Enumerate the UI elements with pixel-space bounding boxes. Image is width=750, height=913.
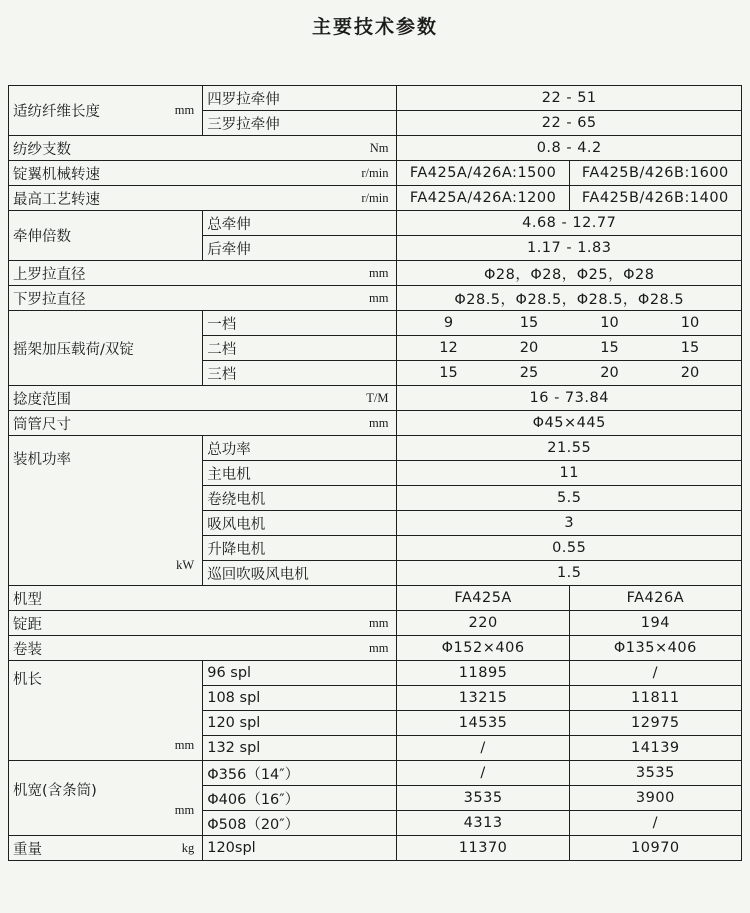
sub-label-weight-spec: 120spl [203, 836, 397, 861]
value-model-b: FA426A [569, 586, 741, 611]
value-top-roller: Φ28，Φ28，Φ25，Φ28 [397, 261, 742, 286]
value-max-speed-a: FA425A/426A:1200 [397, 186, 569, 211]
row-label-twist-range [9, 386, 397, 411]
table-row [9, 586, 742, 611]
unit-text: mm [174, 802, 195, 817]
value-weight-a: 11370 [397, 836, 569, 861]
row-label-flyer-speed [9, 161, 397, 186]
value-power-winding: 5.5 [397, 486, 742, 511]
table-row [9, 761, 742, 786]
table-row [9, 261, 742, 286]
gear-2-v1: 12 [439, 340, 458, 356]
label-text: 机长 [13, 672, 42, 688]
value-power-main: 11 [397, 461, 742, 486]
row-label-top-roller [9, 261, 397, 286]
sub-label-width-356: Φ356（14″） [203, 761, 397, 786]
table-row [9, 161, 742, 186]
row-label-gauge [9, 611, 397, 636]
unit-text: mm [369, 640, 389, 655]
value-model-a: FA425A [397, 586, 569, 611]
value-length-96-a: 11895 [397, 661, 569, 686]
value-width-508-a: 4313 [397, 811, 569, 836]
row-label-max-speed [9, 186, 397, 211]
sub-label-power-total: 总功率 [203, 436, 397, 461]
value-gear-2 [397, 336, 742, 361]
table-row [9, 411, 742, 436]
table-row [9, 86, 742, 111]
value-length-132-b: 14139 [569, 736, 741, 761]
table-row [9, 836, 742, 861]
row-label-package [9, 636, 397, 661]
row-label-weight [9, 836, 203, 861]
table-row [9, 136, 742, 161]
unit-text: mm [369, 265, 389, 280]
sub-label-power-traveling-blower: 巡回吹吸风电机 [203, 561, 397, 586]
value-width-356-a: / [397, 761, 569, 786]
table-row [9, 611, 742, 636]
spec-table [8, 85, 742, 861]
gear-2-v3: 15 [600, 340, 619, 356]
sub-label-three-roller: 三罗拉牵伸 [203, 111, 397, 136]
label-text: 重量 [13, 841, 42, 858]
value-back-draft: 1.17 - 1.83 [397, 236, 742, 261]
value-length-108-a: 13215 [397, 686, 569, 711]
value-flyer-speed-b: FA425B/426B:1600 [569, 161, 741, 186]
table-row [9, 661, 742, 686]
value-total-draft: 4.68 - 12.77 [397, 211, 742, 236]
value-package-a: Φ152×406 [397, 636, 569, 661]
label-text: 锭距 [13, 616, 42, 633]
label-text: 牵伸倍数 [13, 229, 71, 245]
label-text: 卷装 [13, 641, 42, 658]
label-text: 锭翼机械转速 [13, 166, 100, 183]
sub-label-gear-2: 二档 [203, 336, 397, 361]
value-width-356-b: 3535 [569, 761, 741, 786]
table-row [9, 386, 742, 411]
value-package-b: Φ135×406 [569, 636, 741, 661]
value-power-suction: 3 [397, 511, 742, 536]
sub-label-length-120: 120 spl [203, 711, 397, 736]
sub-label-power-suction: 吸风电机 [203, 511, 397, 536]
value-count: 0.8 - 4.2 [397, 136, 742, 161]
sub-label-length-96: 96 spl [203, 661, 397, 686]
gear-1-v2: 15 [519, 315, 539, 331]
row-label-fiber-length [9, 86, 203, 136]
sub-label-power-lift: 升降电机 [203, 536, 397, 561]
table-row [9, 186, 742, 211]
sub-label-width-406: Φ406（16″） [203, 786, 397, 811]
value-width-406-a: 3535 [397, 786, 569, 811]
sub-label-length-108: 108 spl [203, 686, 397, 711]
row-label-machine-length [9, 661, 203, 761]
row-label-bottom-roller [9, 286, 397, 311]
sub-label-back-draft: 后牵伸 [203, 236, 397, 261]
gear-3-v2: 25 [519, 365, 539, 381]
value-width-508-b: / [569, 811, 741, 836]
unit-text: Nm [369, 140, 389, 155]
row-label-bobbin-size [9, 411, 397, 436]
value-flyer-speed-a: FA425A/426A:1500 [397, 161, 569, 186]
unit-text: T/M [366, 390, 389, 405]
gear-3-v3: 20 [600, 365, 619, 381]
value-gear-3 [397, 361, 742, 386]
label-text: 筒管尺寸 [13, 416, 71, 433]
value-power-total: 21.55 [397, 436, 742, 461]
table-row [9, 311, 742, 336]
value-gauge-a: 220 [397, 611, 569, 636]
value-gear-1 [397, 311, 742, 336]
unit-text: mm [174, 103, 195, 117]
sub-label-width-508: Φ508（20″） [203, 811, 397, 836]
sub-label-power-main: 主电机 [203, 461, 397, 486]
gear-1-v1: 9 [443, 315, 454, 331]
value-fiber-length-three: 22 - 65 [397, 111, 742, 136]
label-text: 摇架加压载荷/双锭 [13, 341, 134, 358]
value-gauge-b: 194 [569, 611, 741, 636]
label-text: 捻度范围 [13, 391, 71, 408]
row-label-draft [9, 211, 203, 261]
sub-label-power-winding: 卷绕电机 [203, 486, 397, 511]
unit-text: mm [369, 415, 389, 430]
gear-3-v4: 20 [680, 365, 700, 381]
sub-label-length-132: 132 spl [203, 736, 397, 761]
table-row [9, 636, 742, 661]
unit-text: mm [369, 615, 389, 630]
value-length-132-a: / [397, 736, 569, 761]
unit-text: kg [181, 840, 195, 855]
row-label-count [9, 136, 397, 161]
row-label-power [9, 436, 203, 586]
unit-text: mm [174, 738, 195, 752]
sub-label-gear-1: 一档 [203, 311, 397, 336]
gear-1-v4: 10 [680, 315, 700, 331]
gear-3-v1: 15 [439, 365, 458, 381]
label-text: 机型 [13, 591, 42, 608]
value-length-120-b: 12975 [569, 711, 741, 736]
gear-2-v2: 20 [519, 340, 539, 356]
unit-text: r/min [361, 190, 389, 205]
gear-2-v4: 15 [680, 340, 700, 356]
value-length-108-b: 11811 [569, 686, 741, 711]
sub-label-gear-3: 三档 [203, 361, 397, 386]
page-title: 主要技术参数 [311, 16, 438, 38]
label-text: 下罗拉直径 [13, 291, 86, 308]
label-text: 装机功率 [13, 452, 71, 468]
sub-label-four-roller: 四罗拉牵伸 [203, 86, 397, 111]
table-row [9, 286, 742, 311]
row-label-cradle-load [9, 311, 203, 386]
value-bottom-roller: Φ28.5，Φ28.5，Φ28.5，Φ28.5 [397, 286, 742, 311]
value-length-120-a: 14535 [397, 711, 569, 736]
value-power-traveling-blower: 1.5 [397, 561, 742, 586]
label-text: 适纺纤维长度 [13, 104, 100, 120]
table-row [9, 436, 742, 461]
value-length-96-b: / [569, 661, 741, 686]
value-power-lift: 0.55 [397, 536, 742, 561]
label-text: 机宽(含条筒) [13, 782, 97, 799]
value-weight-b: 10970 [569, 836, 741, 861]
unit-text: mm [369, 290, 389, 305]
unit-text: kW [176, 558, 195, 572]
value-width-406-b: 3900 [569, 786, 741, 811]
row-label-machine-width [9, 761, 203, 836]
value-twist-range: 16 - 73.84 [397, 386, 742, 411]
label-text: 上罗拉直径 [13, 266, 86, 283]
sub-label-total-draft: 总牵伸 [203, 211, 397, 236]
row-label-model [9, 586, 397, 611]
label-text: 最高工艺转速 [13, 191, 100, 208]
value-bobbin-size: Φ45×445 [397, 411, 742, 436]
gear-1-v3: 10 [600, 315, 619, 331]
table-row [9, 211, 742, 236]
value-max-speed-b: FA425B/426B:1400 [569, 186, 741, 211]
spec-table-container [8, 85, 742, 861]
value-fiber-length-four: 22 - 51 [397, 86, 742, 111]
label-text: 纺纱支数 [13, 141, 71, 158]
unit-text: r/min [361, 165, 389, 180]
